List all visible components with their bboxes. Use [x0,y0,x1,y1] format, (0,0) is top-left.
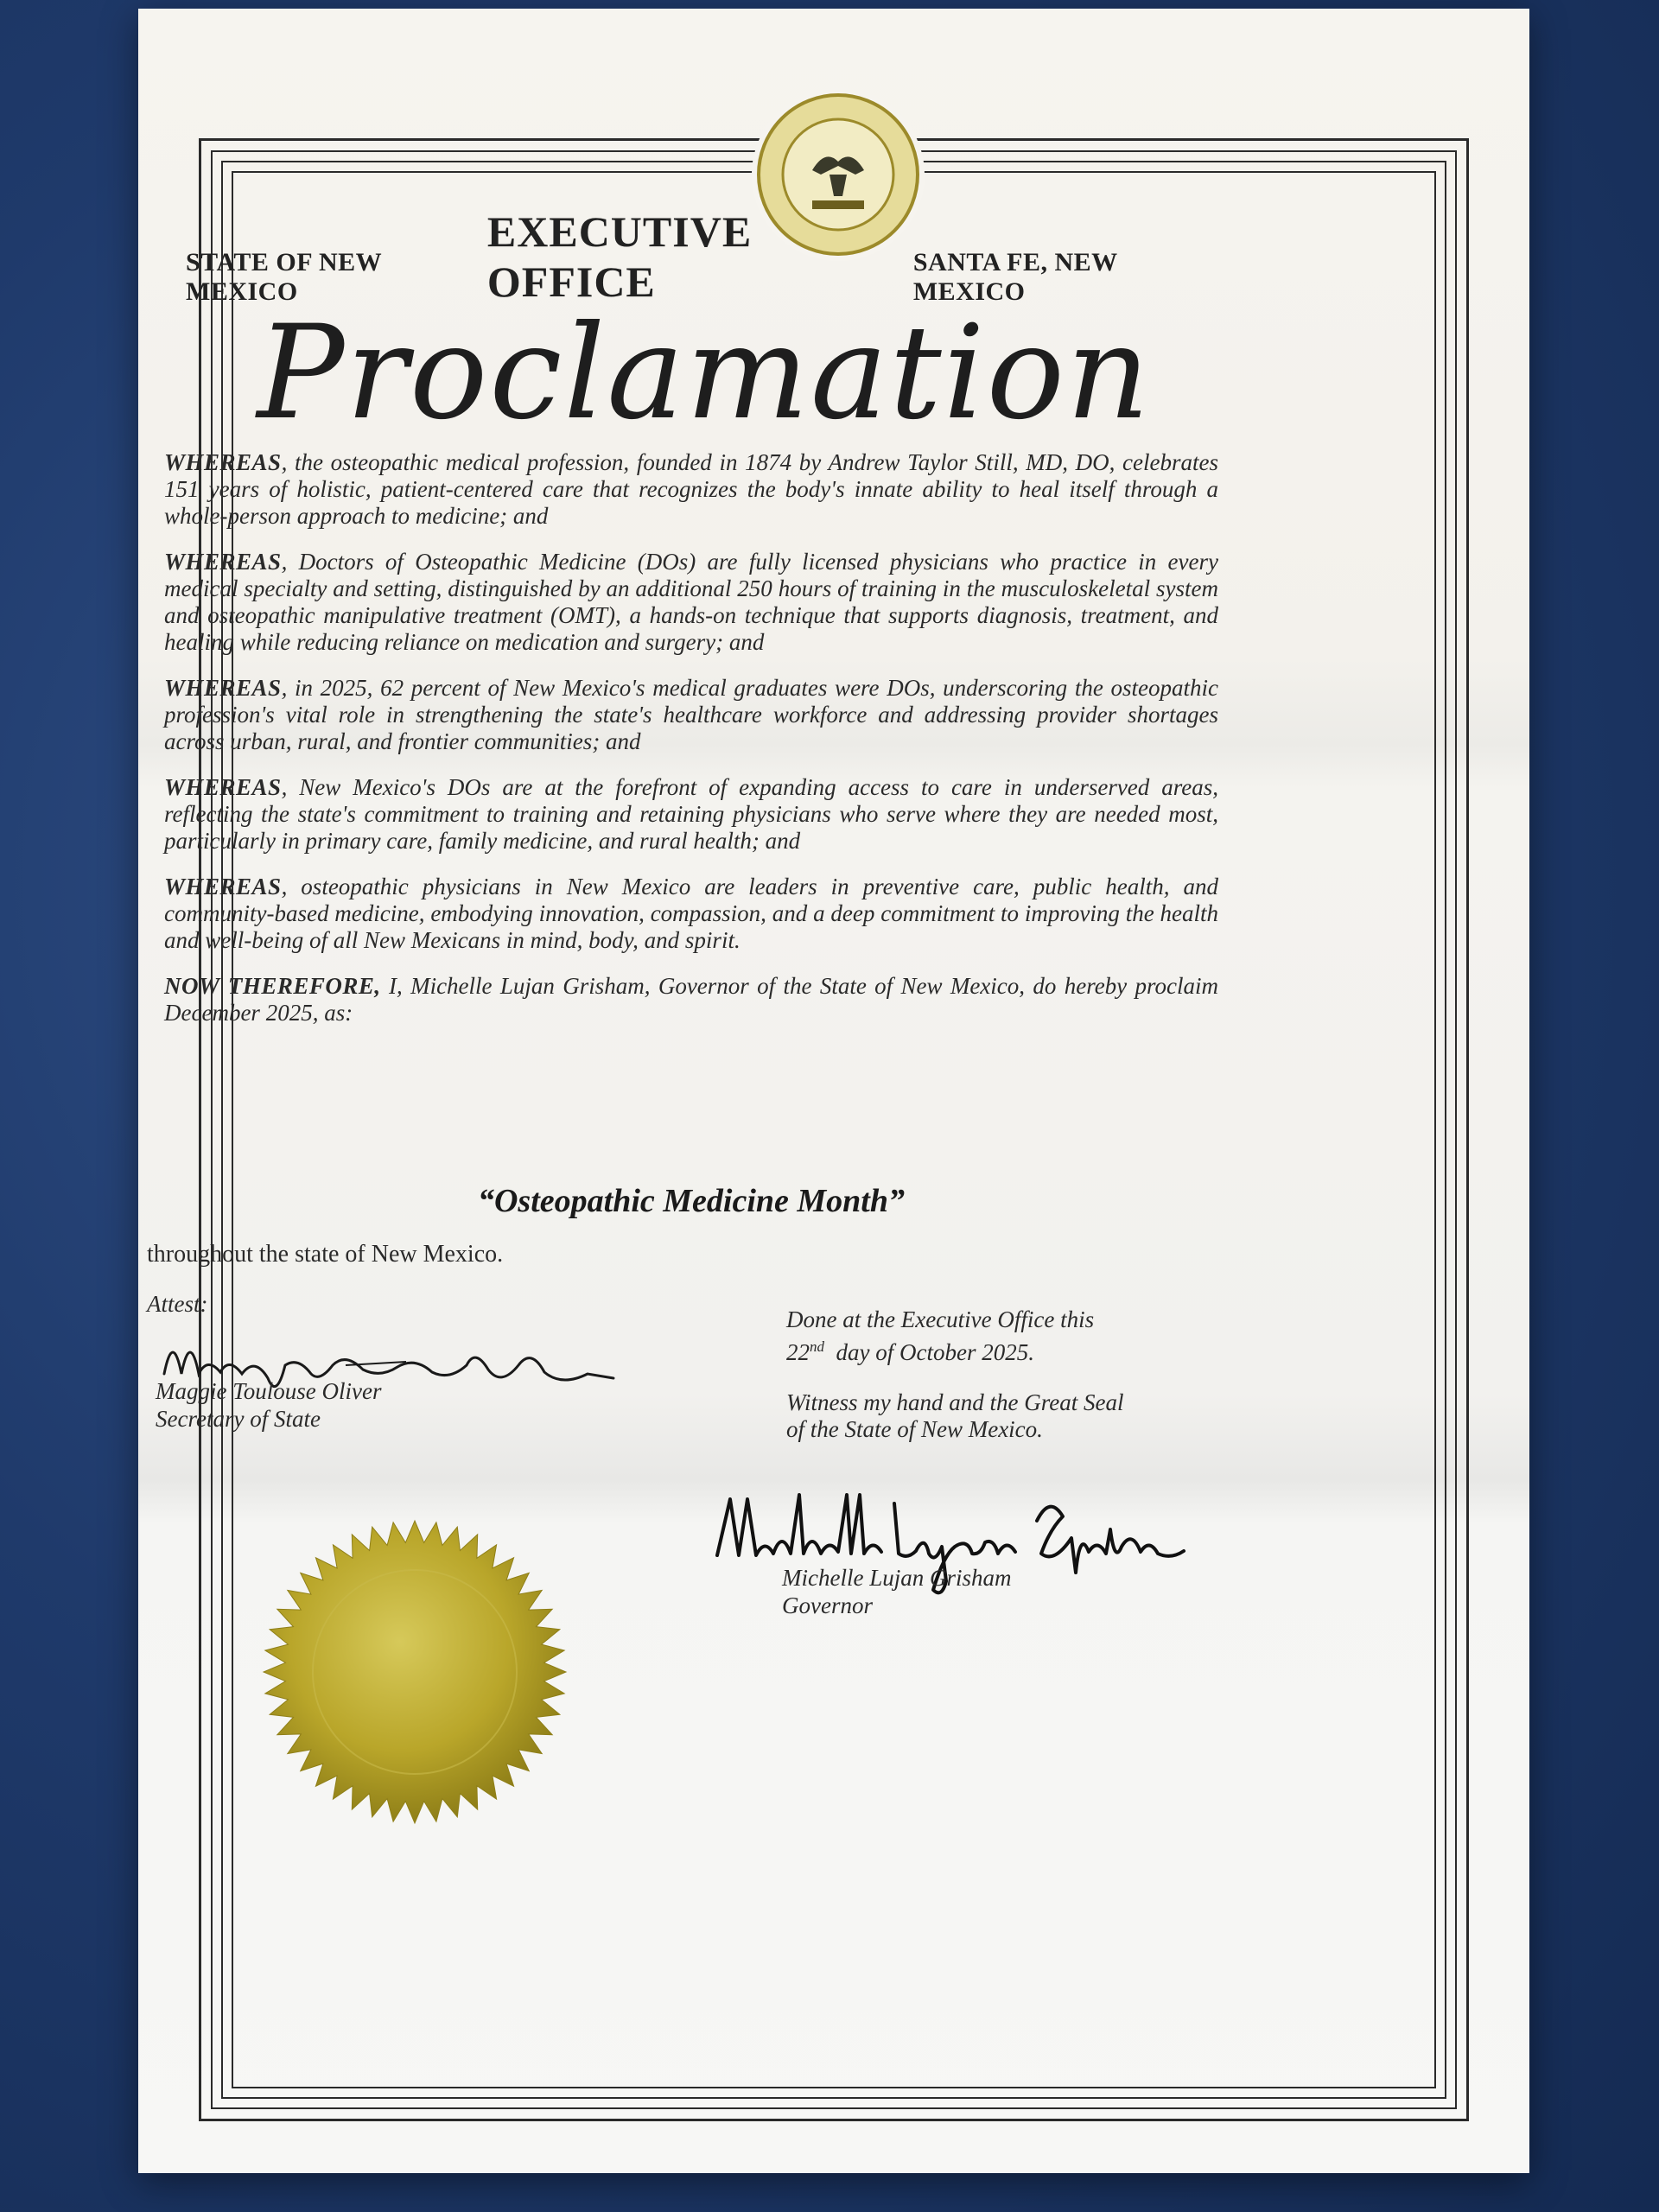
whereas-paragraph-4 [164,774,1218,855]
witness-line-2: of the State of New Mexico. [786,1416,1043,1442]
done-line-1: Done at the Executive Office this [786,1306,1095,1332]
whereas-lead: WHEREAS [164,675,282,701]
done-day: 22 [786,1339,810,1365]
now-therefore-lead: NOW THEREFORE, [164,973,381,999]
whereas-lead: WHEREAS [164,449,282,475]
whereas-text: , osteopathic physicians in New Mexico are leaders in preventive care, public health, and community-based medicine, embodying innovation, compassion, and a deep commitment to improving the health and well-being of all New Mexicans in mind, body, and spirit. [164,874,1218,953]
now-therefore-paragraph [164,973,1218,1027]
governor-role: Governor [782,1592,873,1618]
attest-label: Attest: [147,1291,208,1317]
secretary-name: Maggie Toulouse Oliver [156,1378,382,1404]
whereas-lead: WHEREAS [164,549,282,575]
whereas-lead: WHEREAS [164,774,282,800]
whereas-text: , New Mexico's DOs are at the forefront of expanding access to care in underserved areas, reflecting the state's commitment to training and retaining physicians who serve where they are needed most, particularly in primary care, family medicine, and rural health; and [164,774,1218,854]
gold-foil-seal [259,1516,570,1827]
whereas-text: , the osteopathic medical profession, founded in 1874 by Andrew Taylor Still, MD, DO, celebrates 151 years of holistic, patient-centered care that recognizes the body's innate ability to heal itself through a whole-person approach to medicine; and [164,449,1218,529]
header-state: STATE OF NEW MEXICO [186,248,382,306]
done-line-2 [786,1333,1094,1366]
secretary-role: Secretary of State [156,1406,321,1432]
proclaimed-title: “Osteopathic Medicine Month” [477,1183,906,1219]
whereas-lead: WHEREAS [164,874,282,899]
header-city: SANTA FE, NEW MEXICO [912,248,1118,306]
whereas-paragraph-3 [164,675,1218,755]
done-line-2-rest: day of October 2025. [824,1339,1034,1365]
whereas-text: , in 2025, 62 percent of New Mexico's medical graduates were DOs, underscoring the osteopathic profession's vital role in strengthening the state's healthcare workforce and addressing provider shortages across urban, rural, and frontier communities; and [164,675,1218,754]
whereas-paragraph-2 [164,549,1218,656]
whereas-paragraph-1 [164,449,1218,530]
done-day-suffix: nd [810,1338,824,1355]
witness-statement [786,1389,1123,1443]
proclamation-heading: Proclamation [257,298,1152,448]
header-office: EXECUTIVE OFFICE [486,207,753,306]
gold-seal-icon [259,1516,570,1827]
done-statement [786,1306,1094,1366]
witness-line-1: Witness my hand and the Great Seal [786,1389,1124,1415]
whereas-text: , Doctors of Osteopathic Medicine (DOs) are fully licensed physicians who practice in every medical specialty and setting, distinguished by an additional 250 hours of training in the musculoskeletal system and osteopathic manipulative treatment (OMT), a hands-on technique that supports diagnosis, treatment, and healing while reducing reliance on medication and surgery; and [164,549,1218,655]
whereas-paragraph-5 [164,874,1218,954]
governor-name: Michelle Lujan Grisham [782,1565,1012,1591]
proclamation-body [164,449,1218,1046]
throughout-line: throughout the state of New Mexico. [147,1241,504,1268]
now-therefore-text: I, Michelle Lujan Grisham, Governor of the State of New Mexico, do hereby proclaim December 2025, as: [164,973,1218,1026]
secretary-block [156,1377,381,1433]
governor-block [782,1564,1011,1619]
